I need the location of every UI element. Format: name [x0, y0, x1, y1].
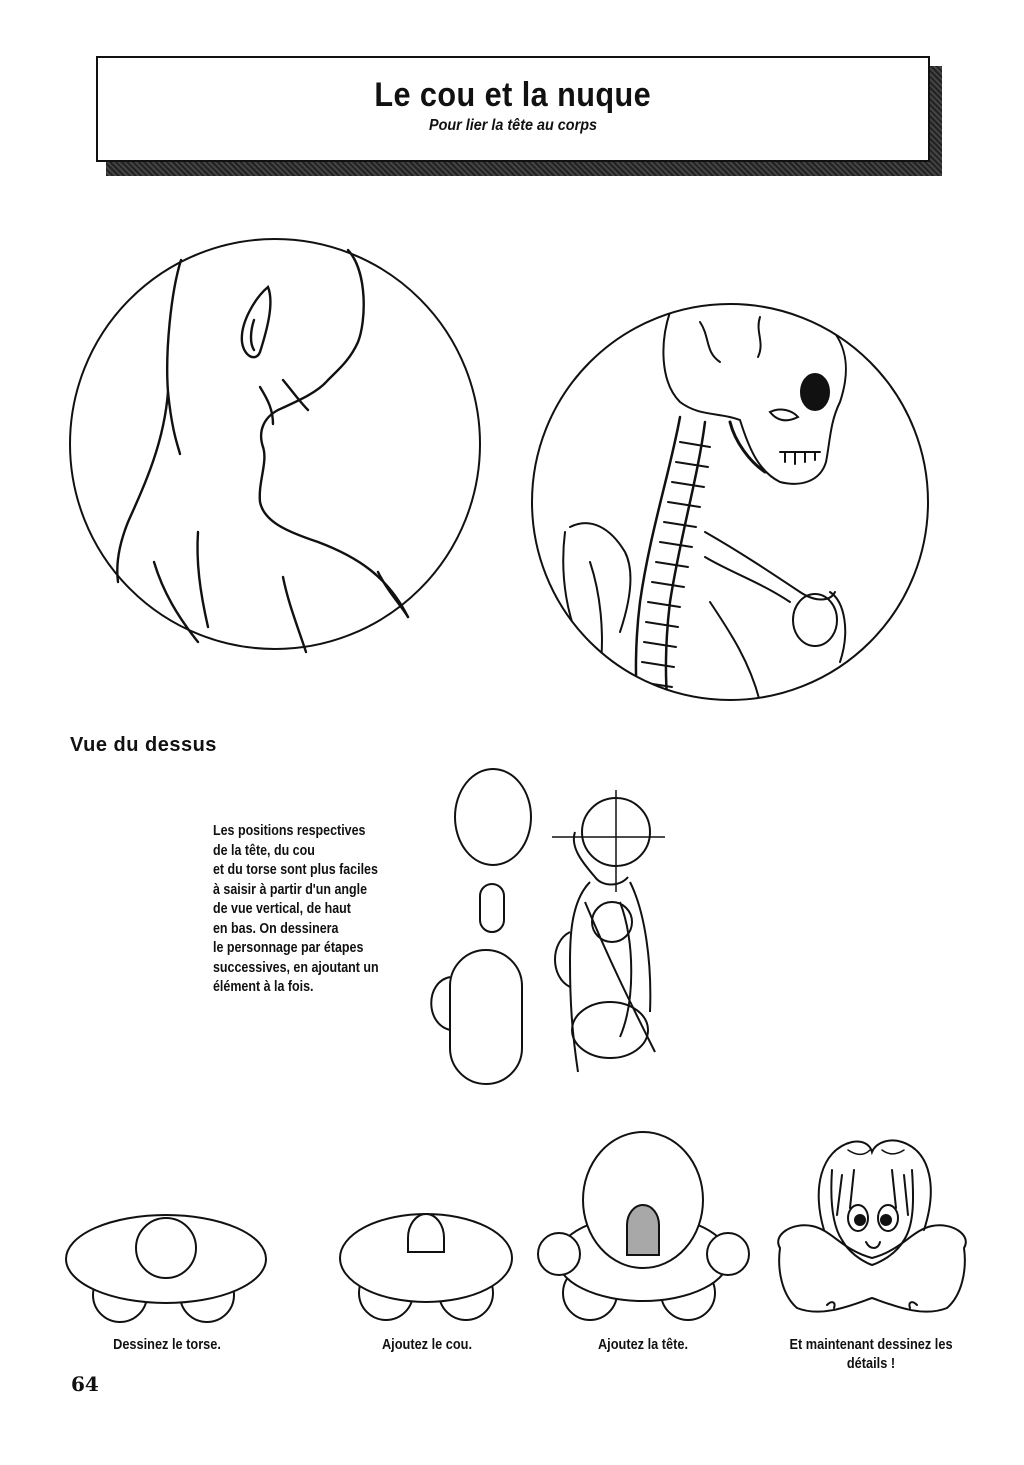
construction-shapes-icon — [420, 762, 680, 1092]
step-caption-details-line1: Et maintenant dessinez les — [789, 1337, 953, 1353]
step-caption-torso: Dessinez le torse. — [113, 1337, 221, 1353]
step-details-character-icon — [772, 1130, 972, 1325]
description-line: et du torse sont plus faciles — [213, 862, 378, 878]
section-heading: Vue du dessus — [70, 734, 217, 756]
step-caption-details — [779, 1336, 964, 1374]
description-line: de vue vertical, de haut — [213, 901, 351, 917]
figure-neck-shoulder-icon — [68, 232, 486, 666]
step-caption-neck: Ajoutez le cou. — [381, 1337, 473, 1353]
step-caption-details-line2: détails ! — [846, 1356, 896, 1372]
page-number: 64 — [71, 1372, 99, 1396]
title-banner — [96, 56, 930, 162]
step-caption-head: Ajoutez la tête. — [597, 1337, 689, 1353]
description-line: Les positions respectives — [213, 823, 366, 839]
description-line: successives, en ajoutant un — [213, 959, 379, 976]
description-line: le personnage par étapes — [213, 940, 364, 956]
page-subtitle: Pour lier la tête au corps — [428, 117, 598, 134]
description-line: en bas. On dessinera — [213, 920, 339, 937]
step-head-icon — [535, 1130, 755, 1325]
description-line: à saisir à partir d'un angle — [213, 881, 368, 898]
page-title: Le cou et la nuque — [374, 76, 652, 114]
description-line: de la tête, du cou — [213, 842, 315, 859]
skeleton-neck-spine-icon — [530, 302, 934, 706]
step-torso-icon — [62, 1210, 272, 1325]
step-neck-icon — [336, 1200, 518, 1325]
description-text — [213, 822, 385, 998]
description-line: élément à la fois. — [213, 979, 314, 995]
